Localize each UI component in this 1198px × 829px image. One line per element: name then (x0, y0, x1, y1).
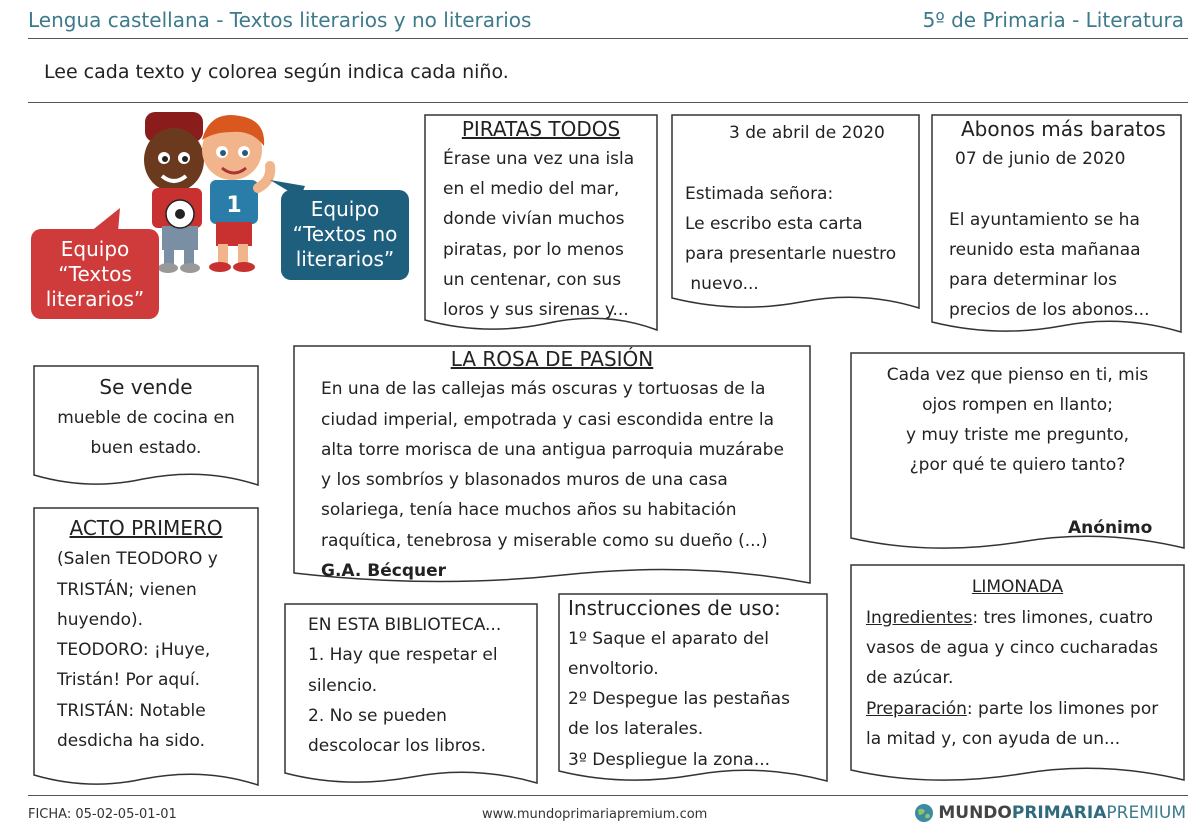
card-line: nuevo... (685, 274, 759, 294)
card-line: para presentarle nuestro (685, 244, 897, 264)
card-line: para determinar los (949, 270, 1117, 290)
preparation-label: Preparación (866, 699, 967, 719)
card-line: de los laterales. (568, 719, 704, 739)
logo-word-primaria: PRIMARIA (1011, 803, 1107, 823)
card-title: LIMONADA (971, 577, 1064, 597)
svg-text:1: 1 (226, 193, 242, 218)
team-nonliterary-line3: literarios” (295, 247, 395, 271)
card-line: En una de las callejas más oscuras y tortuosas de la (321, 379, 766, 399)
card-line: Estimada señora: (685, 184, 834, 204)
card-line: 3º Despliegue la zona... (568, 750, 771, 770)
card-limonada (850, 564, 1185, 782)
team-nonliterary-bubble (281, 190, 409, 280)
card-line: vasos de agua y cinco cucharadas (866, 638, 1159, 658)
team-literary-line3: literarios” (45, 287, 145, 311)
card-title: Abonos más baratos (961, 117, 1166, 141)
team-nonliterary-line2: “Textos no (292, 222, 398, 246)
logo-word-premium: PREMIUM (1106, 803, 1186, 823)
footer-divider (28, 795, 1188, 796)
card-line: ojos rompen en llanto; (922, 395, 1113, 415)
card-piratas (424, 114, 658, 332)
card-title: PIRATAS TODOS (461, 117, 621, 141)
card-carta (671, 114, 920, 310)
card-line: en el medio del mar, (443, 179, 620, 199)
card-line: Érase una vez una isla (443, 149, 635, 169)
card-author: Anónimo (1068, 518, 1153, 538)
card-line: solariega, tenía hace muchos años su habitación (321, 500, 737, 520)
card-line: silencio. (308, 676, 378, 696)
card-line: envoltorio. (568, 659, 659, 679)
card-author: G.A. Bécquer (321, 561, 447, 581)
card-line: reunido esta mañanaa (949, 240, 1141, 260)
card-line: de azúcar. (866, 668, 954, 688)
card-line: 1. Hay que respetar el (308, 645, 498, 665)
card-title: ACTO PRIMERO (69, 516, 223, 540)
card-line (866, 698, 1158, 720)
card-line: TRISTÁN; vienen (57, 580, 197, 600)
card-line: ciudad imperial, empotrada y casi escondida entre la (321, 410, 775, 430)
ingredients-label: Ingredientes (866, 608, 973, 628)
instruction-text: Lee cada texto y colorea según indica cada niño. (44, 61, 509, 83)
footer-url[interactable]: www.mundoprimariapremium.com (482, 807, 708, 822)
card-line: loros y sus sirenas y... (443, 300, 629, 320)
card-line: piratas, por lo menos (443, 240, 624, 260)
card-line: Cada vez que pienso en ti, mis (886, 365, 1149, 385)
card-line: mueble de cocina en (57, 408, 235, 428)
card-line: y los sombríos y blasonados muros de una casa (321, 470, 728, 490)
card-instrucciones (558, 593, 828, 783)
card-date: 07 de junio de 2020 (955, 149, 1126, 169)
team-literary-bubble (31, 229, 159, 319)
card-abonos (931, 114, 1182, 334)
card-line: 2. No se pueden (308, 706, 447, 726)
card-line: desdicha ha sido. (57, 731, 206, 751)
globe-icon (914, 803, 934, 823)
card-line (866, 607, 1153, 629)
card-biblioteca (284, 603, 538, 785)
card-title: EN ESTA BIBLIOTECA... (308, 615, 502, 635)
card-poema (850, 352, 1185, 550)
card-line: huyendo). (57, 610, 144, 630)
card-date: 3 de abril de 2020 (729, 123, 885, 143)
header-level: 5º de Primaria - Literatura (922, 8, 1184, 32)
card-line: TRISTÁN: Notable (57, 701, 206, 721)
card-title: LA ROSA DE PASIÓN (450, 347, 654, 371)
ingredients-text: : tres limones, cuatro (972, 608, 1154, 628)
card-line: ¿por qué te quiero tanto? (909, 455, 1126, 475)
card-title: Se vende (99, 375, 193, 399)
card-line: alta torre morisca de una antigua parroquia muzárabe (321, 440, 784, 460)
logo-word-mundo: MUNDO (938, 803, 1012, 823)
card-line: Le escribo esta carta (685, 214, 863, 234)
team-literary-line2: “Textos (58, 262, 132, 286)
card-line: TEODORO: ¡Huye, (57, 640, 211, 660)
card-line: raquítica, tenebrosa y miserable como su dueño (...) (321, 531, 768, 551)
footer-logo (914, 803, 1186, 823)
card-vende (33, 365, 259, 487)
card-line: El ayuntamiento se ha (949, 210, 1140, 230)
card-line: un centenar, con sus (443, 270, 622, 290)
preparation-text: : parte los limones por (966, 699, 1159, 719)
card-line: buen estado. (90, 438, 202, 458)
card-line: y muy triste me pregunto, (905, 425, 1130, 445)
card-line: descolocar los libros. (308, 736, 487, 756)
card-title: Instrucciones de uso: (568, 596, 781, 620)
card-line: 2º Despegue las pestañas (568, 689, 790, 709)
card-line: la mitad y, con ayuda de un... (866, 729, 1121, 749)
card-line: (Salen TEODORO y (57, 549, 218, 569)
card-line: 1º Saque el aparato del (568, 629, 769, 649)
card-rosa (293, 345, 811, 585)
card-line: precios de los abonos... (949, 300, 1150, 320)
card-line: donde vivían muchos (443, 209, 625, 229)
team-literary-line1: Equipo (60, 237, 130, 261)
card-acto (33, 507, 259, 787)
footer-ficha: FICHA: 05-02-05-01-01 (28, 807, 177, 822)
header-subject: Lengua castellana - Textos literarios y no literarios (28, 8, 532, 32)
card-line: Tristán! Por aquí. (57, 670, 201, 690)
team-nonliterary-line1: Equipo (310, 197, 380, 221)
